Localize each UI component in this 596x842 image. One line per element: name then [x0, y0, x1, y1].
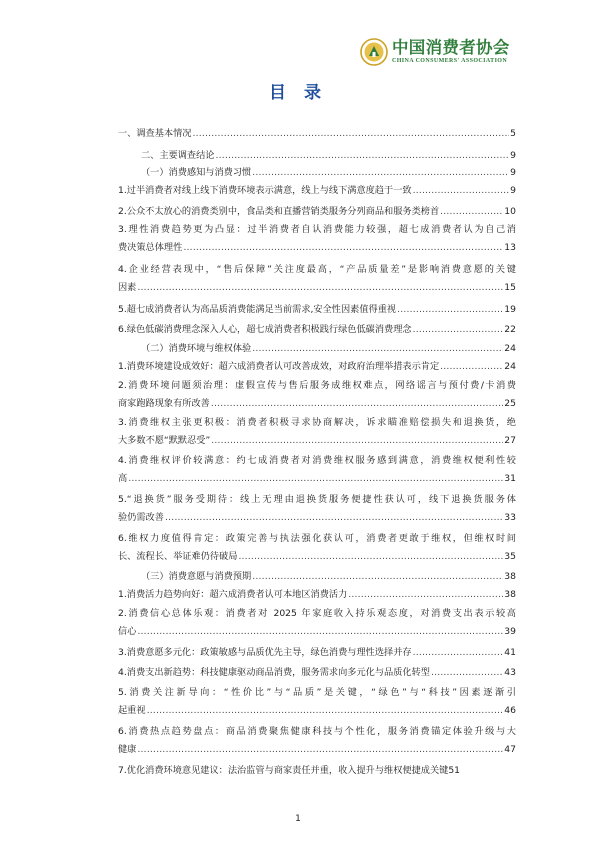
org-name-en: CHINA CONSUMERS' ASSOCIATION [392, 58, 508, 64]
toc-entry[interactable]: （三）消费意愿与消费预期 ..... 38 [141, 571, 516, 583]
toc-entry[interactable]: 3.消费维权主张更积极：消费者积极寻求协商解决，诉求瞄准赔偿损失和退换货，绝 大多数不愿“默默忍受” ..... 27 [118, 417, 516, 447]
toc-entry[interactable]: 6.绿色低碳消费理念深入人心，超七成消费者积极践行绿色低碳消费理念 ..... 22 [118, 324, 516, 336]
toc-title: 目 录 [269, 83, 327, 103]
toc-entry[interactable]: 1.消费活力趋势向好：超六成消费者认可本地区消费活力 ..... 38 [118, 589, 516, 601]
toc-entry[interactable]: 5.消费关注新导向：“性价比”与“品质”是关键，“绿色”与“科技”因素逐渐引 起重视 …………………………………………………………………………………………………………………………………………………………………………………………………………… 46 [118, 687, 516, 717]
toc-entry[interactable]: 2.消费信心总体乐观：消费者对 2025 年家庭收入持乐观态度，对消费支出表示较高 信心 …………………………………………………………………………………………………………………………………………………………………………………………………………… 39 [118, 608, 516, 638]
toc-entry[interactable]: 3.消费意愿多元化：政策敏感与品质优先主导，绿色消费与理性选择并存 ..... 41 [118, 647, 516, 659]
toc-entry[interactable]: （一）消费感知与消费习惯 ..... 9 [141, 167, 516, 179]
toc-entry[interactable]: 1.过半消费者对线上线下消费环境表示满意，线上与线下满意度趋于一致 ..... 9 [118, 185, 516, 197]
page-number: 1 [295, 814, 301, 824]
toc-entry[interactable]: 6.消费热点趋势盘点：商品消费聚焦健康科技与个性化，服务消费锚定体验升级与大 健康 …………………………………………………………………………………………………………………………………………………………………………………………………………… 47 [118, 726, 516, 756]
toc-entry[interactable]: 4.消费维权评价较满意：约七成消费者对消费维权服务感到满意，消费维权便利性较 高 …………………………………………………………………………………………………………………………………………………………………………………………………………… 31 [118, 455, 516, 485]
toc-entry[interactable]: 2.公众不太放心的消费类别中，食品类和直播营销类服务分列商品和服务类榜首 ..... 10 [118, 206, 516, 218]
toc-entry[interactable]: 一、调查基本情况 ..... 5 [118, 128, 516, 140]
toc-entry[interactable]: （二）消费环境与维权体验 ..... 24 [141, 343, 516, 355]
toc-entry[interactable]: 1.消费环境建设成效好：超六成消费者认可改善成效，对政府治理举措表示肯定 ..... 24 [118, 361, 516, 373]
toc-entry[interactable]: 3.理性消费趋势更为凸显：过半消费者自认消费能力较强，超七成消费者认为自己消 费决策总体理性 …………………………………………………………………………………………………………………………………………………………………………………………………………… 13 [118, 224, 516, 254]
toc-entry[interactable]: 7.优化消费环境意见建议：法治监管与商家责任并重，收入提升与维权便捷成关键 51 [118, 765, 461, 776]
toc-entry[interactable]: 6.维权力度值得肯定：政策完善与执法强化获认可，消费者更敢于维权，但维权时间 长、流程长、举证难仍待破局 ..... 35 [118, 533, 516, 563]
toc-entry[interactable]: 4.消费支出新趋势：科技健康驱动商品消费，服务需求向多元化与品质化转型 ..... 43 [118, 667, 516, 679]
org-name: 中国消费者协会 [392, 38, 510, 57]
toc-entry[interactable]: 4.企业经营表现中，“售后保障”关注度最高，“产品质量差”是影响消费意愿的关键 因素 …………………………………………………………………………………………………………………………………………………………………………………………………………… 15 [118, 264, 516, 294]
toc-entry[interactable]: 5.“退换货”服务受期待：线上无理由退换货服务便捷性获认可，线下退换货服务体 验仍需改善 …………………………………………………………………………………………………………………………………………………………………………………………………………… 33 [118, 494, 516, 524]
toc-entry[interactable]: 二、主要调查结论 ..... 9 [141, 150, 516, 162]
toc-entry[interactable]: 2.消费环境问题须治理：虚假宣传与售后服务成维权难点，网络谣言与预付费/卡消费 商家跑路现象有所改善 ..... 25 [118, 380, 516, 410]
toc-entry[interactable]: 5.超七成消费者认为高品质消费能满足当前需求,安全性因素值得重视 ..... 19 [118, 304, 516, 316]
